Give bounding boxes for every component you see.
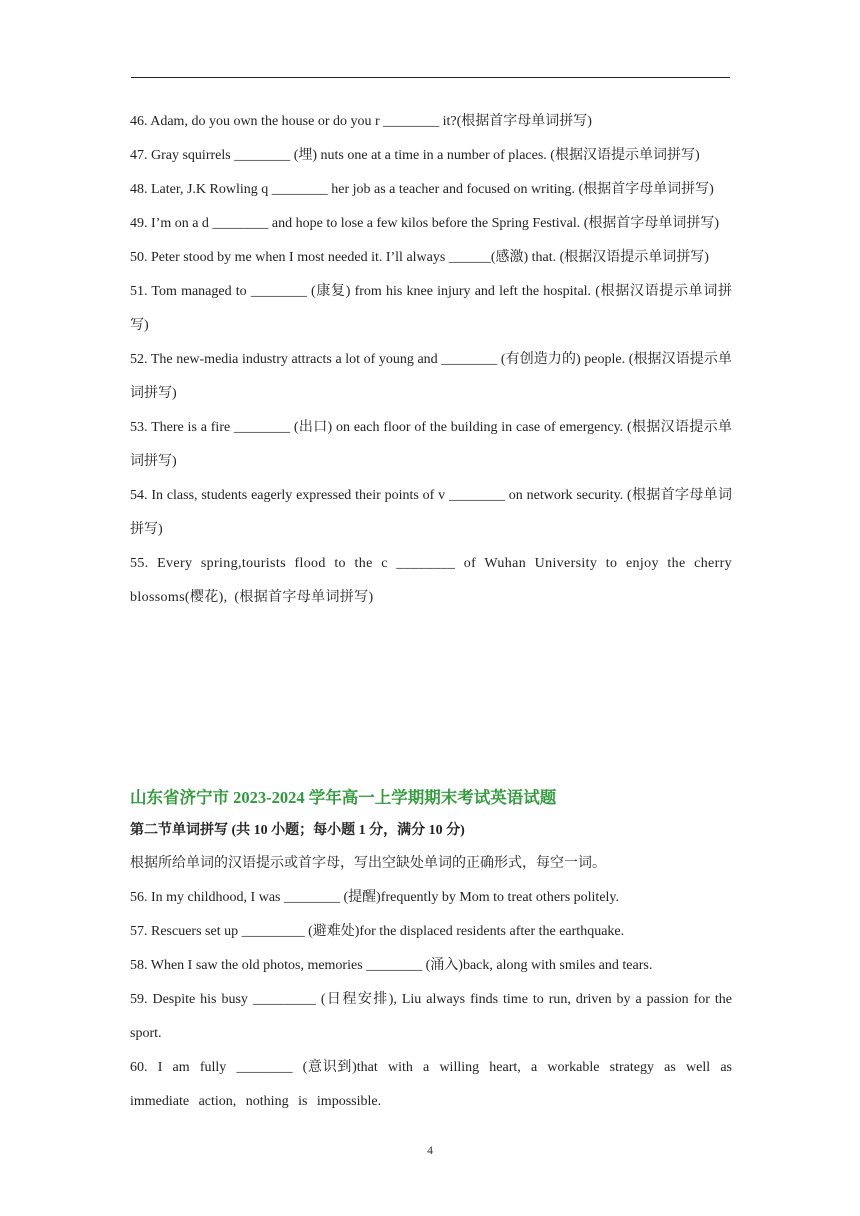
part-title: 第二节单词拼写 (共 10 小题；每小题 1 分，满分 10 分) [130,823,465,838]
question-48: 48. Later, J.K Rowling q ________ her job as a teacher and focused on writing. (根据首字母单词拼写) [130,182,714,197]
question-46: 46. Adam, do you own the house or do you r ________ it?(根据首字母单词拼写) [130,114,592,129]
question-54: 54. In class, students eagerly expressed their points of v ________ on network security. (根据首字母单词拼写) [130,488,732,537]
question-56: 56. In my childhood, I was ________ (提醒)frequently by Mom to treat others politely. [130,890,620,905]
question-list-a [130,105,732,615]
question-57: 57. Rescuers set up _________ (避难处)for the displaced residents after the earthquake. [130,924,625,939]
question-51: 51. Tom managed to ________ (康复) from his knee injury and left the hospital. (根据汉语提示单词拼写) [130,284,732,333]
question-58: 58. When I saw the old photos, memories ________ (涌入)back, along with smiles and tears. [130,958,653,973]
question-50: 50. Peter stood by me when I most needed it. I’ll always ______(感激) that. (根据汉语提示单词拼写) [130,250,709,265]
question-59: 59. Despite his busy _________ (日程安排), Liu always finds time to run, driven by a passion for the sport. [130,992,732,1041]
section-title: 山东省济宁市 2023-2024 学年高一上学期期末考试英语试题 [130,788,557,807]
question-47: 47. Gray squirrels ________ (埋) nuts one at a time in a number of places. (根据汉语提示单词拼写) [130,148,700,163]
question-list-b [130,881,732,1119]
header-rule [131,77,730,78]
page-number: 4 [427,1143,433,1157]
question-53: 53. There is a fire ________ (出口) on each floor of the building in case of emergency. (根据汉语提示单词拼写) [130,420,732,469]
instruction-text: 根据所给单词的汉语提示或首字母，写出空缺处单词的正确形式，每空一词。 [130,856,606,871]
question-60: 60. I am fully ________ (意识到)that with a willing heart, a workable strategy as well as immediate action, nothing is impossible. [130,1060,732,1109]
question-55: 55. Every spring,tourists flood to the c ________ of Wuhan University to enjoy the cherry blossoms(樱花), (根据首字母单词拼写) [130,556,732,605]
question-52: 52. The new-media industry attracts a lot of young and ________ (有创造力的) people. (根据汉语提示单词拼写) [130,352,732,401]
question-49: 49. I’m on a d ________ and hope to lose a few kilos before the Spring Festival. (根据首字母单词拼写) [130,216,720,231]
